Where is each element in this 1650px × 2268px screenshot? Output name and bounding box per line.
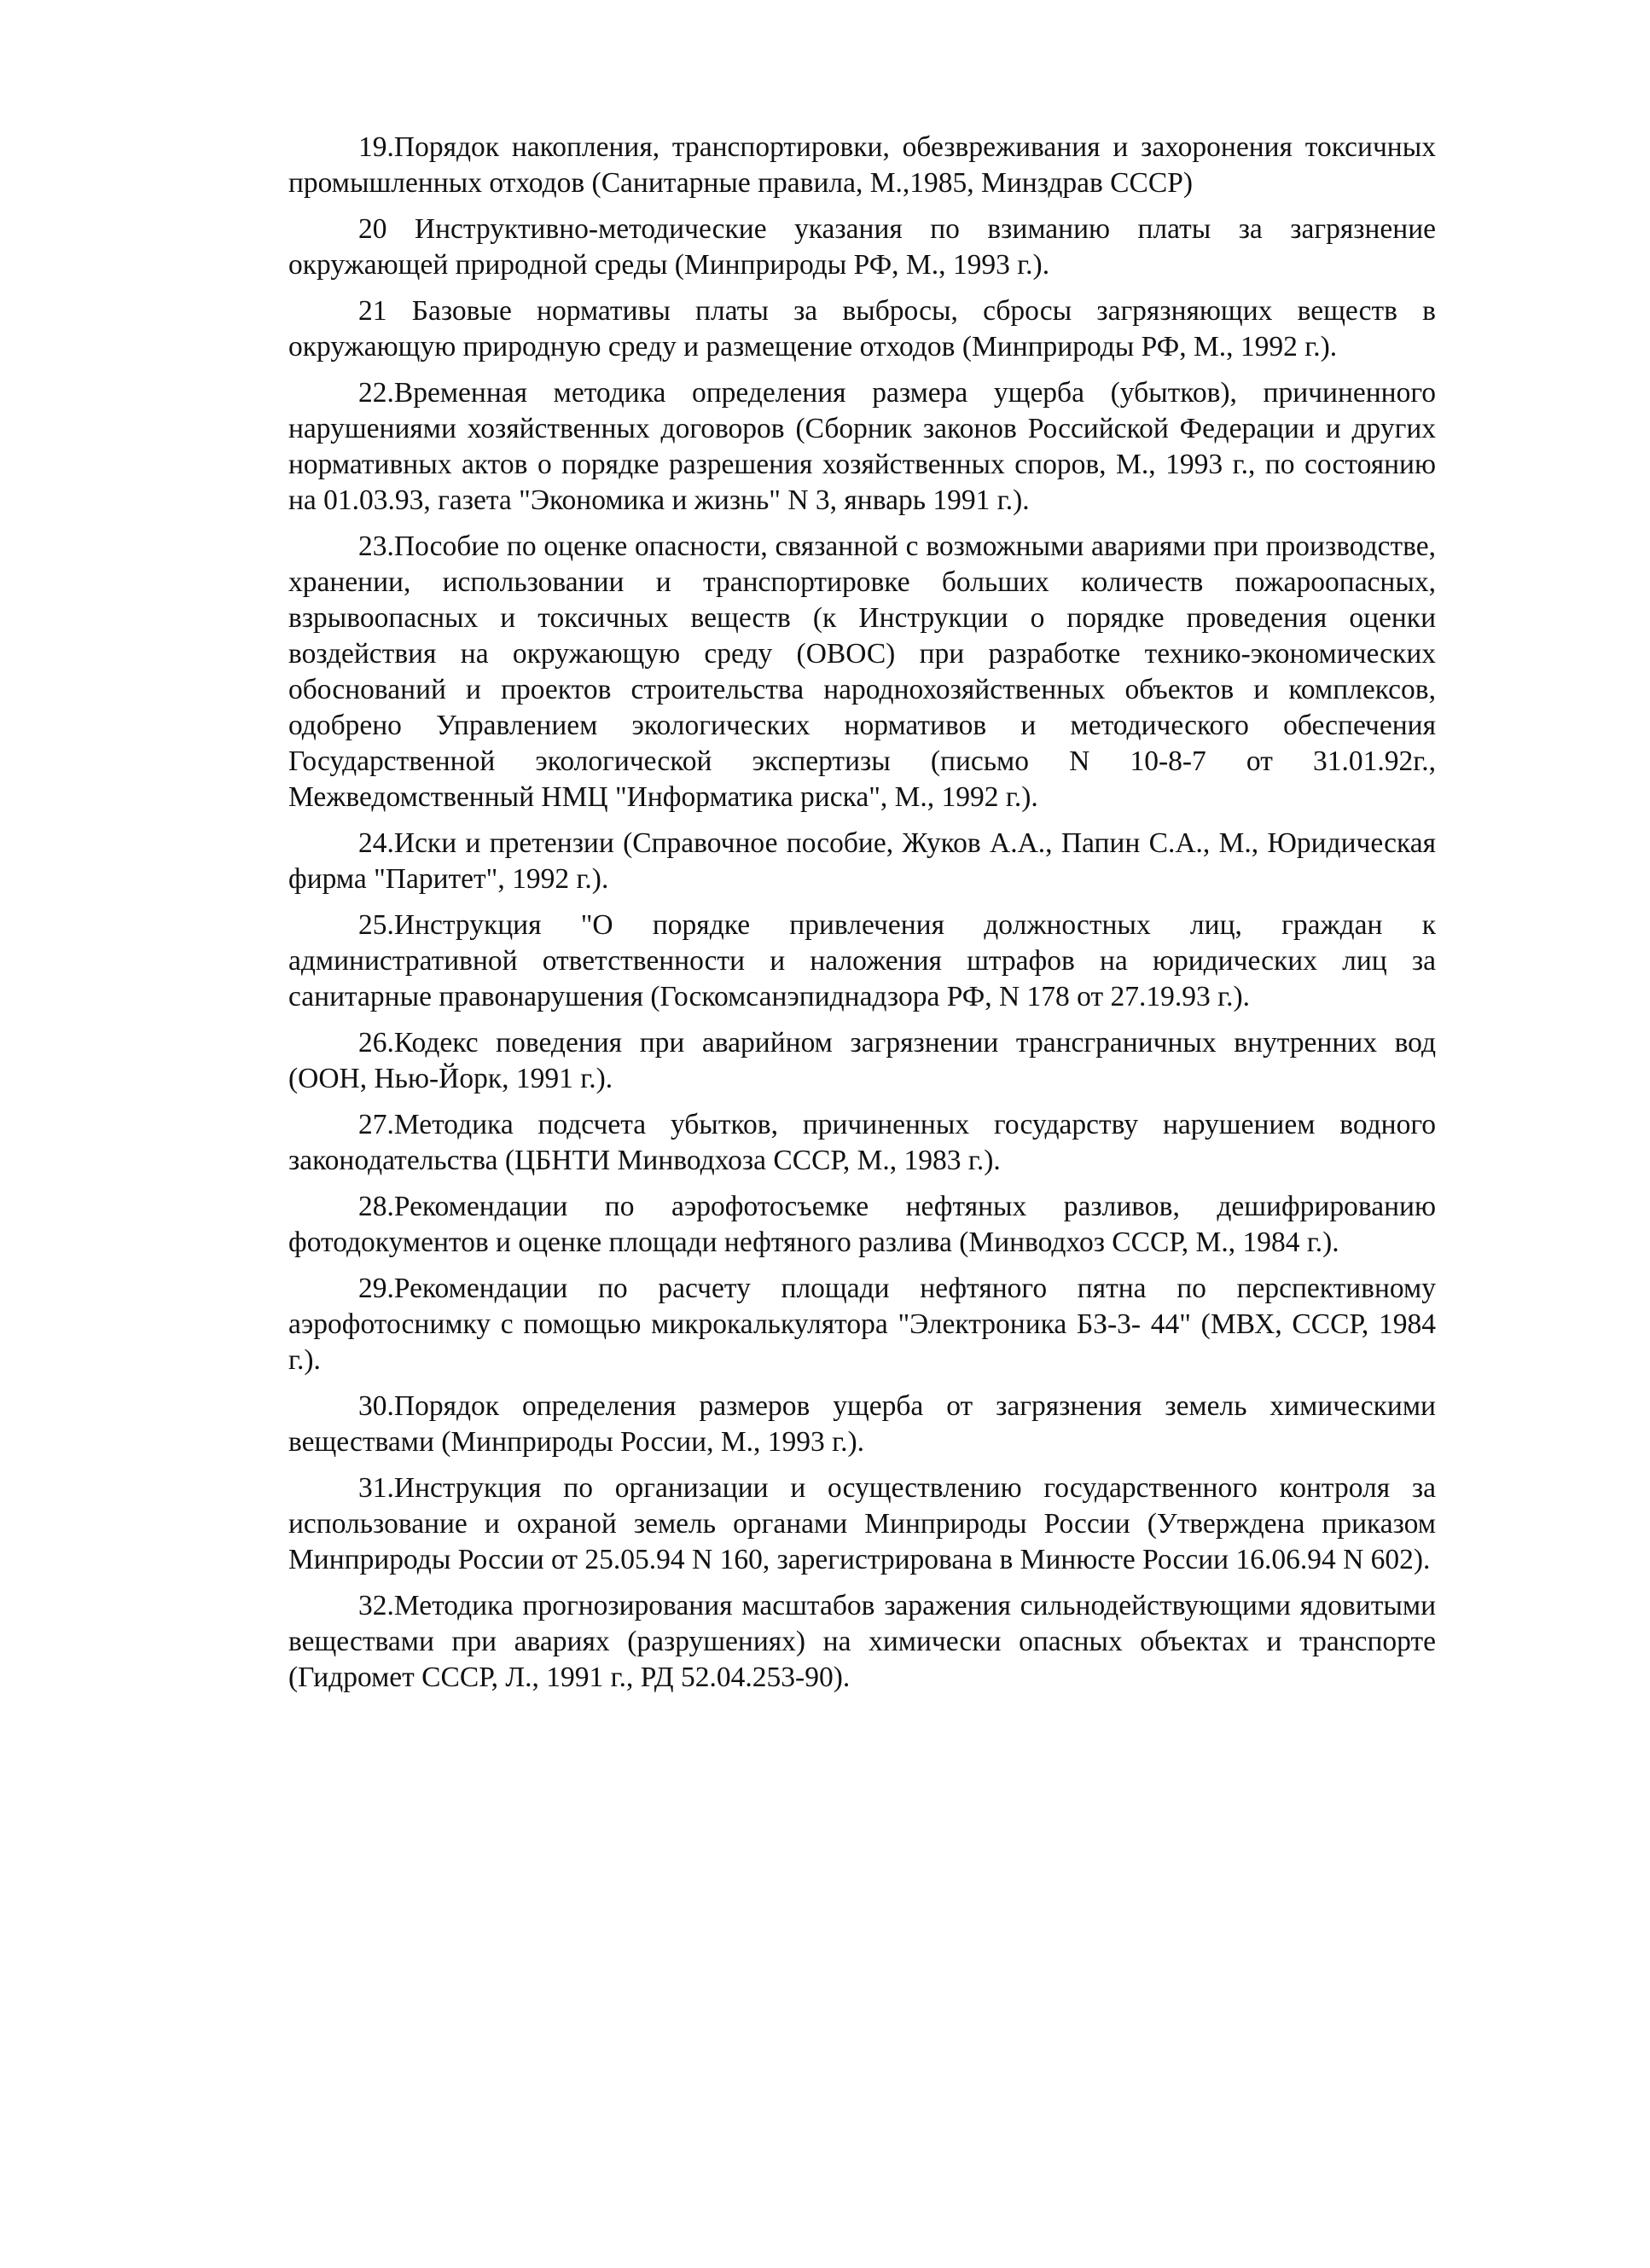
reference-32: 32.Методика прогнозирования масштабов заражения сильнодействующими ядовитыми веществами при авариях (разрушениях) на химически опасных объектах и транспорте (Гидромет СССР, Л., 1991 г., РД 52.04.253-90).: [288, 1590, 1436, 1693]
reference-21: 21 Базовые нормативы платы за выбросы, сбросы загрязняющих веществ в окружающую природную среду и размещение отходов (Минприроды РФ, М., 1992 г.).: [288, 295, 1436, 363]
reference-26: 26.Кодекс поведения при аварийном загрязнении трансграничных внутренних вод (ООН, Нью-Йорк, 1991 г.).: [288, 1027, 1436, 1094]
reference-20: 20 Инструктивно-методические указания по взиманию платы за загрязнение окружающей природной среды (Минприроды РФ, М., 1993 г.).: [288, 213, 1436, 281]
reference-25: 25.Инструкция "О порядке привлечения должностных лиц, граждан к административной ответственности и наложения штрафов на юридических лиц за санитарные правонарушения (Госкомсанэпиднадзора РФ, N 178 от 27.19.93 г.).: [288, 909, 1436, 1012]
reference-31: 31.Инструкция по организации и осуществлению государственного контроля за использование и охраной земель органами Минприроды России (Утверждена приказом Минприроды России от 25.05.94 N 160, зарегистрирована в Минюсте России 16.06.94 N 602).: [288, 1472, 1436, 1575]
reference-27: 27.Методика подсчета убытков, причиненных государству нарушением водного законодательства (ЦБНТИ Минводхоза СССР, М., 1983 г.).: [288, 1109, 1436, 1176]
reference-23: 23.Пособие по оценке опасности, связанной с возможными авариями при производстве, хранении, использовании и транспортировке больших количеств пожароопасных, взрывоопасных и токсичных веществ (к Инструкции о порядке проведения оценки воздействия на окружающую среду (ОВОС) при разработке технико-экономических обоснований и проектов строительства народнохозяйственных объектов и комплексов, одобрено Управлением экологических нормативов и методического обеспечения Государственной экологической экспертизы (письмо N 10-8-7 от 31.01.92г., Межведомственный НМЦ "Информатика риска", М., 1992 г.).: [288, 531, 1436, 813]
reference-30: 30.Порядок определения размеров ущерба от загрязнения земель химическими веществами (Минприроды России, М., 1993 г.).: [288, 1390, 1436, 1458]
reference-29: 29.Рекомендации по расчету площади нефтяного пятна по перспективному аэрофотоснимку с помощью микрокалькулятора "Электроника БЗ-3- 44" (МВХ, СССР, 1984 г.).: [288, 1273, 1436, 1376]
document-body: [288, 130, 1436, 1706]
reference-19: 19.Порядок накопления, транспортировки, обезвреживания и захоронения токсичных промышленных отходов (Санитарные правила, М.,1985, Минздрав СССР): [288, 131, 1436, 199]
reference-24: 24.Иски и претензии (Справочное пособие, Жуков А.А., Папин С.А., М., Юридическая фирма "Паритет", 1992 г.).: [288, 827, 1436, 895]
reference-28: 28.Рекомендации по аэрофотосъемке нефтяных разливов, дешифрированию фотодокументов и оценке площади нефтяного разлива (Минводхоз СССР, М., 1984 г.).: [288, 1191, 1436, 1258]
reference-22: 22.Временная методика определения размера ущерба (убытков), причиненного нарушениями хозяйственных договоров (Сборник законов Российской Федерации и других нормативных актов о порядке разрешения хозяйственных споров, М., 1993 г., по состоянию на 01.03.93, газета "Экономика и жизнь" N 3, январь 1991 г.).: [288, 377, 1436, 516]
